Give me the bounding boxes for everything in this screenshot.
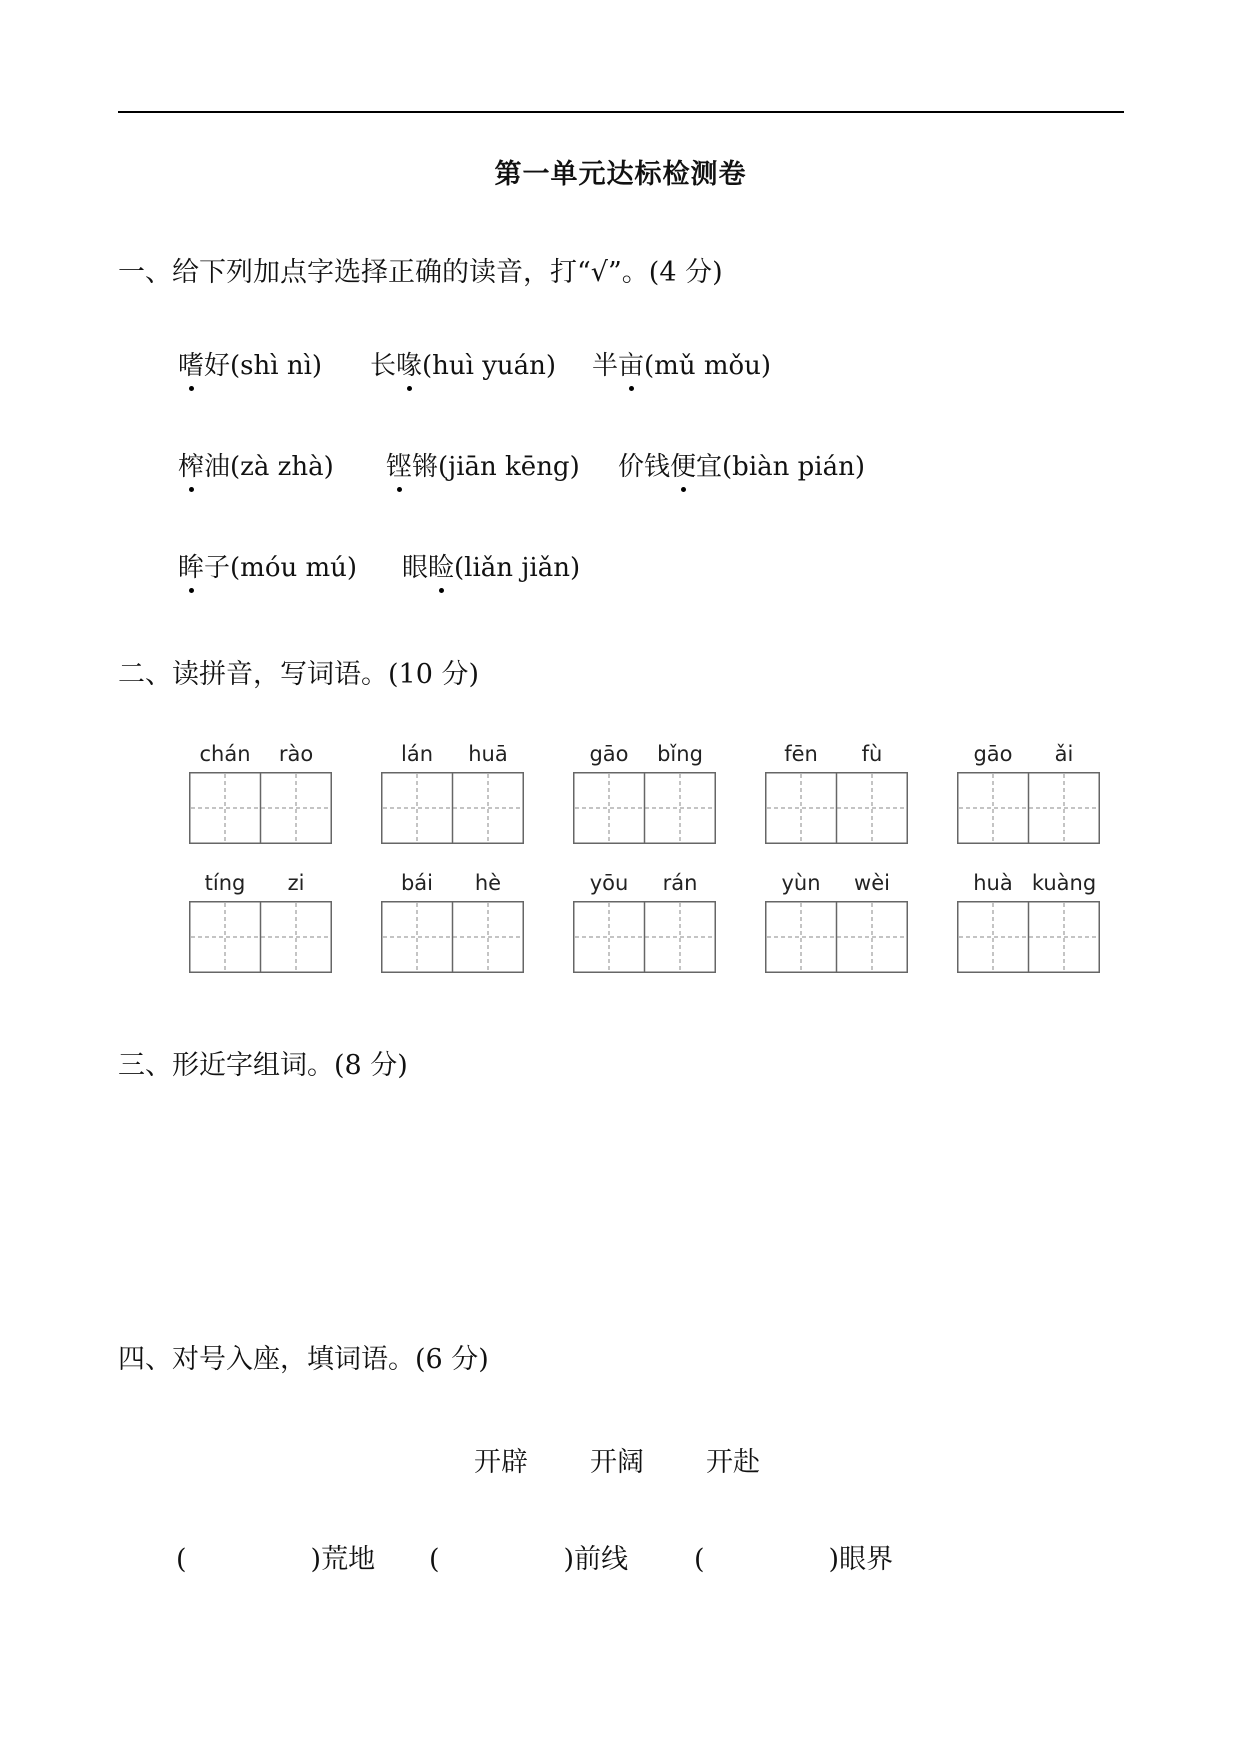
section-1-number: 一、 [118, 257, 172, 288]
pinyin-word-grid[interactable] [189, 871, 332, 973]
fill-blank[interactable]: ( )荒地 [176, 1544, 376, 1575]
section-4-number: 四、 [118, 1344, 172, 1375]
pinyin-syllable: ǎi [1054, 742, 1074, 766]
pinyin-word-grid[interactable] [189, 742, 332, 844]
section-3-heading [118, 1043, 408, 1082]
pinyin-word-grid[interactable] [957, 742, 1100, 844]
writing-boxes[interactable] [957, 772, 1100, 844]
pinyin-syllable: fēn [784, 742, 818, 766]
section-1-text: 给下列加点字选择正确的读音，打“√”。(4 分) [172, 257, 723, 288]
q1-item: 榨油(zà zhà) [178, 446, 334, 483]
pinyin-word-grid[interactable] [765, 742, 908, 844]
pinyin-word-grid[interactable] [957, 871, 1100, 973]
q1-item: 嗜好(shì nì) [178, 345, 322, 382]
pinyin-syllable: bái [400, 871, 434, 895]
pinyin-syllable: gāo [589, 742, 629, 766]
pinyin-word-grid[interactable] [381, 742, 524, 844]
section-3-text: 形近字组词。(8 分) [172, 1050, 408, 1081]
pinyin-syllable: yōu [589, 871, 629, 895]
q1-item: 价钱便宜(biàn pián) [618, 446, 865, 483]
dotted-char: 便 [670, 446, 696, 483]
writing-boxes[interactable] [189, 901, 332, 973]
top-rule [118, 111, 1124, 113]
pinyin-syllable: gāo [973, 742, 1013, 766]
writing-boxes[interactable] [957, 901, 1100, 973]
section-2-text: 读拼音，写词语。(10 分) [172, 659, 480, 690]
word-bank-item: 开阔 [590, 1447, 644, 1478]
q1-item: 铿锵(jiān kēng) [386, 446, 580, 483]
pinyin-word-grid[interactable] [381, 871, 524, 973]
writing-boxes[interactable] [189, 772, 332, 844]
writing-boxes[interactable] [381, 772, 524, 844]
section-4-heading [118, 1337, 489, 1376]
pinyin-syllable: rán [662, 871, 698, 895]
q1-item: 眼睑(liǎn jiǎn) [402, 547, 580, 584]
pinyin-word-grid[interactable] [573, 742, 716, 844]
word-bank-item: 开赴 [706, 1447, 760, 1478]
writing-boxes[interactable] [573, 772, 716, 844]
pinyin-syllable: huà [973, 871, 1013, 895]
dotted-char: 榨 [178, 446, 204, 483]
dotted-char: 嗜 [178, 345, 204, 382]
fill-blank[interactable]: ( )眼界 [694, 1544, 894, 1575]
writing-boxes[interactable] [573, 901, 716, 973]
q1-item: 眸子(móu mú) [178, 547, 357, 584]
section-3-number: 三、 [118, 1050, 172, 1081]
pinyin-syllable: yùn [781, 871, 821, 895]
pinyin-syllable: lán [400, 742, 433, 766]
dotted-char: 喙 [396, 345, 422, 382]
writing-boxes[interactable] [765, 772, 908, 844]
page-title: 第一单元达标检测卷 [494, 159, 747, 190]
writing-boxes[interactable] [765, 901, 908, 973]
pinyin-syllable: rào [278, 742, 314, 766]
q1-item: 长喙(huì yuán) [370, 345, 556, 382]
section-2-heading [118, 652, 479, 691]
dotted-char: 眸 [178, 547, 204, 584]
pinyin-syllable: kuàng [1031, 871, 1097, 895]
word-bank-item: 开辟 [474, 1447, 528, 1478]
q1-item: 半亩(mǔ mǒu) [592, 345, 771, 382]
pinyin-syllable: zi [287, 871, 305, 895]
pinyin-syllable: hè [474, 871, 502, 895]
fill-blank[interactable]: ( )前线 [429, 1544, 629, 1575]
pinyin-syllable: fù [861, 742, 883, 766]
dotted-char: 亩 [618, 345, 644, 382]
dotted-char: 睑 [428, 547, 454, 584]
pinyin-syllable: chán [199, 742, 251, 766]
section-1-heading [118, 250, 723, 289]
section-4-text: 对号入座，填词语。(6 分) [172, 1344, 489, 1375]
pinyin-syllable: bǐng [657, 742, 703, 766]
pinyin-word-grid[interactable] [765, 871, 908, 973]
dotted-char: 铿 [386, 446, 412, 483]
section-2-number: 二、 [118, 659, 172, 690]
pinyin-syllable: wèi [854, 871, 890, 895]
pinyin-syllable: huā [468, 742, 508, 766]
writing-boxes[interactable] [381, 901, 524, 973]
pinyin-word-grid[interactable] [573, 871, 716, 973]
pinyin-syllable: tíng [204, 871, 246, 895]
